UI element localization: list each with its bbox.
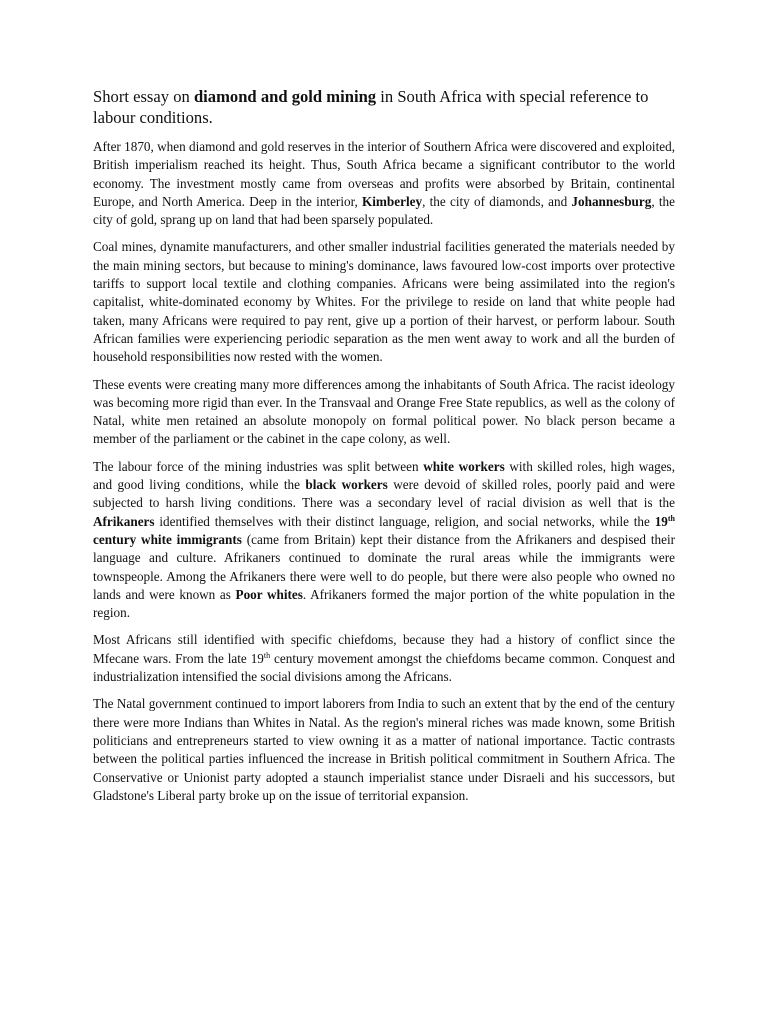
paragraph-text: The labour force of the mining industries was split between	[93, 458, 424, 474]
bold-black-workers: black workers	[305, 477, 388, 493]
bold-kimberley: Kimberley	[362, 193, 423, 209]
paragraph-4	[93, 458, 675, 623]
superscript: th	[263, 650, 271, 660]
title-bold-text: diamond and gold mining	[193, 87, 377, 106]
paragraph-text: , the city of diamonds, and	[422, 193, 572, 209]
superscript: th	[667, 513, 675, 523]
bold-johannesburg: Johannesburg	[571, 193, 652, 209]
paragraph-5	[93, 631, 675, 686]
paragraph-text: Most Africans still identified with specific chiefdoms, because they had a history of conflict since the Mfecane wars. From the late 19	[93, 632, 675, 666]
paragraph-text: (came from Britain) kept their distance from the Afrikaners and despised their language and culture. Afrikaners continued to dominate the rural areas while the immigrants were townspeople. Among the Afrikaners there were well to do people, but there were also people who owned no lands and were known as	[93, 531, 675, 602]
paragraph-text: century movement amongst the chiefdoms became common. Conquest and industrialization intensified the social divisions among the Africans.	[93, 650, 676, 685]
paragraph-2: Coal mines, dynamite manufacturers, and other smaller industrial facilities generated the materials needed by the main mining sectors, but because to mining's dominance, laws favoured low-cost imports over protective tariffs to support local textile and clothing companies. Africans were being assimilated into the region's capitalist, white-dominated economy by Whites. For the privilege to reside on land that white people had taken, many Africans were required to pay rent, give up a portion of their harvest, or perform labour. South African families were experiencing periodic separation as the men went away to work and all the burden of household responsibilities now rested with the women.	[93, 239, 675, 365]
paragraph-1	[93, 138, 675, 229]
bold-white-workers: white workers	[423, 458, 505, 474]
paragraph-text: were devoid of skilled roles, poorly paid and were subjected to harsh living conditions. There was a secondary level of racial division as well that is the	[93, 477, 675, 511]
paragraph-text: , the city of gold, sprang up on land that had been sparsely populated.	[93, 193, 675, 228]
paragraph-text: After 1870, when diamond and gold reserves in the interior of Southern Africa were discovered and exploited, British imperialism reached its height. Thus, South Africa became a significant contributor to the world economy. The investment mostly came from overseas and profits were absorbed by Britain, continental Europe, and North America. Deep in the interior,	[93, 139, 675, 209]
title-text-end: in South Africa with special reference to labour conditions.	[93, 87, 649, 127]
paragraph-6: The Natal government continued to import laborers from India to such an extent that by the end of the century there were more Indians than Whites in Natal. As the region's mineral riches was made known, some British politicians and entrepreneurs started to view owning it as a matter of national importance. Tactic contrasts between the political parties influenced the increase in British political commitment in Southern Africa. The Conservative or Unionist party adopted a staunch imperialist stance under Disraeli and his successors, but Gladstone's Liberal party broke up on the issue of territorial expansion.	[93, 696, 675, 803]
document-page	[93, 86, 675, 814]
paragraph-text: . Afrikaners formed the major portion of the white population in the region.	[93, 586, 675, 621]
paragraph-text: identified themselves with their distinct language, religion, and social networks, while the	[154, 513, 655, 529]
bold-afrikaners: Afrikaners	[93, 513, 155, 529]
paragraph-text: with skilled roles, high wages, and good living conditions, while the	[93, 458, 675, 493]
bold-text: century white immigrants	[93, 531, 242, 547]
paragraph-3: These events were creating many more differences among the inhabitants of South Africa. The racist ideology was becoming more rigid than ever. In the Transvaal and Orange Free State republics, as well as the colony of Natal, white men retained an absolute monopoly on formal political power. No black person became a member of the parliament or the cabinet in the cape colony, as well.	[93, 376, 675, 447]
bold-poor-whites: Poor whites	[235, 586, 303, 602]
essay-title	[93, 86, 675, 128]
title-text: Short essay on	[93, 87, 194, 106]
century-number: 19	[654, 513, 668, 529]
